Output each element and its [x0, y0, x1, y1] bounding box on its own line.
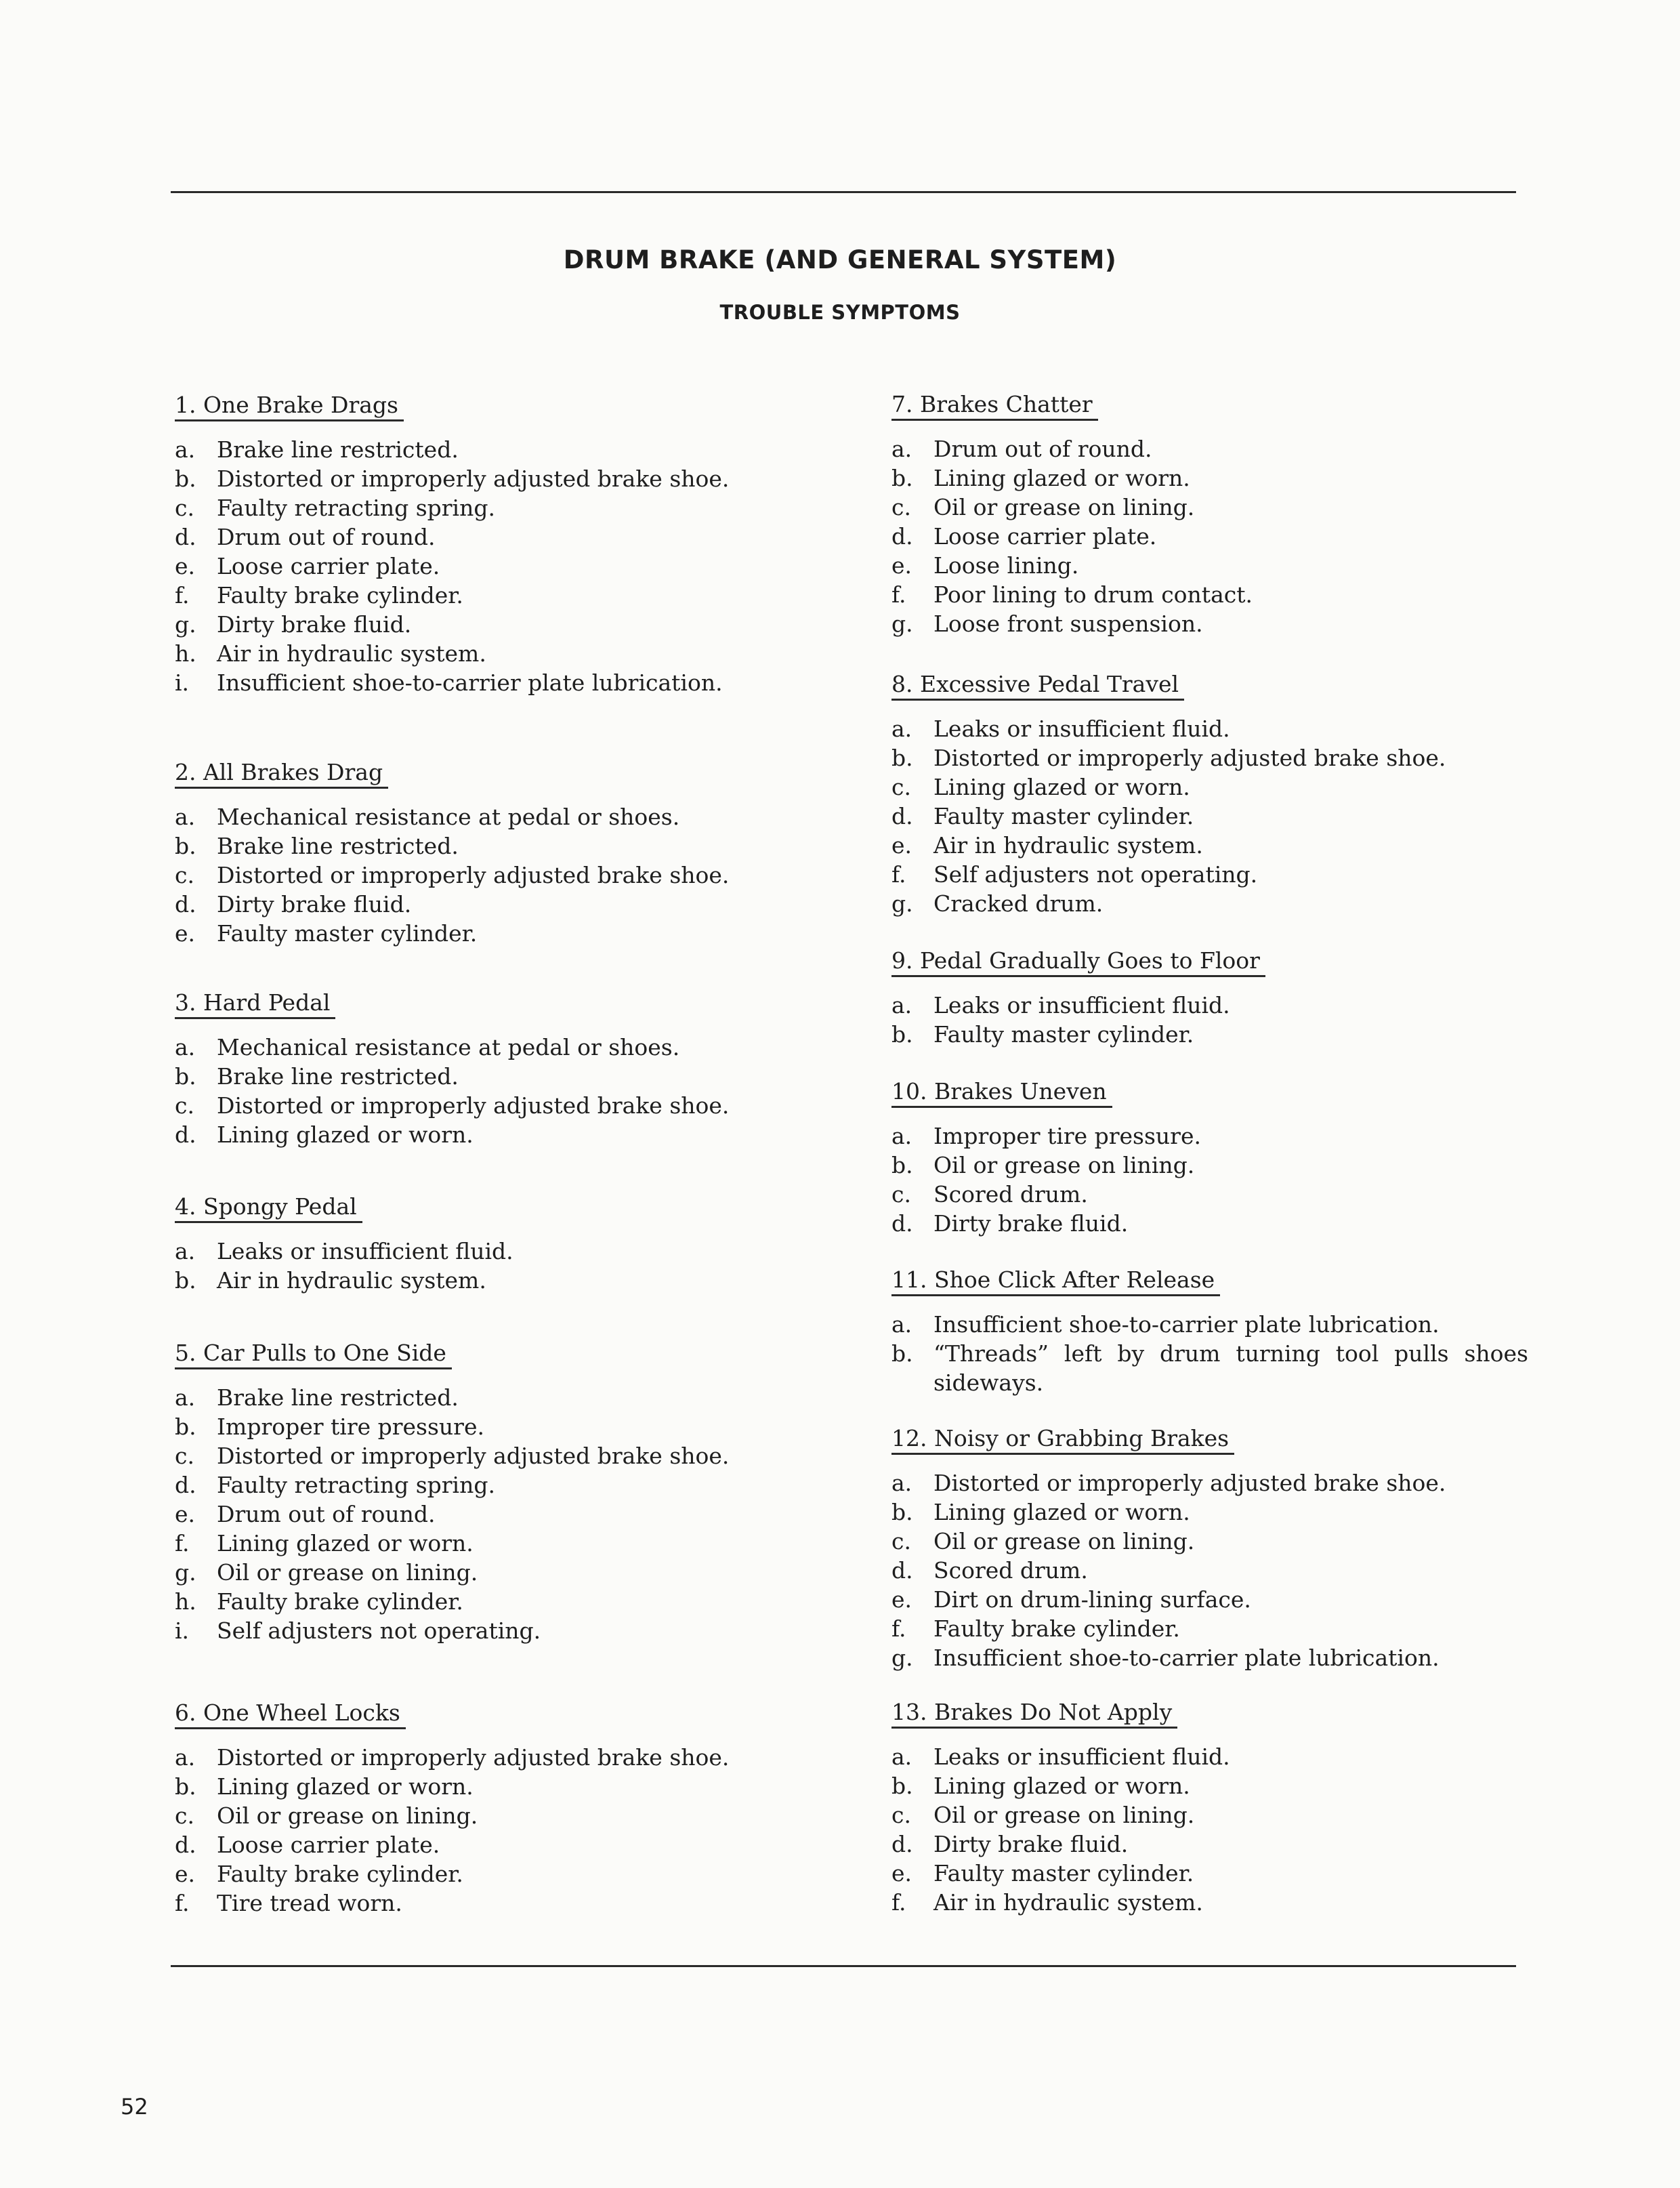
symptom-list: [175, 1743, 812, 1918]
section-heading: 1. One Brake Drags: [175, 390, 404, 421]
item-text: Distorted or improperly adjusted brake shoe.: [217, 862, 730, 888]
list-item: [175, 464, 812, 493]
item-text: Oil or grease on lining.: [933, 1152, 1195, 1178]
item-marker: d.: [891, 1210, 913, 1237]
item-text: Distorted or improperly adjusted brake shoe.: [217, 466, 730, 492]
item-marker: d.: [175, 891, 196, 917]
item-text: Leaks or insufficient fluid.: [217, 1238, 513, 1264]
item-marker: d.: [891, 803, 913, 829]
item-marker: a.: [175, 1238, 196, 1264]
item-marker: d.: [175, 524, 196, 550]
item-marker: d.: [891, 1557, 913, 1584]
section-heading: 11. Shoe Click After Release: [891, 1265, 1220, 1296]
item-marker: e.: [175, 1861, 196, 1887]
item-marker: a.: [891, 1470, 912, 1496]
section-car-pulls-to-one-side: [175, 1338, 812, 1645]
list-item: [891, 714, 1528, 743]
list-item: [175, 1091, 812, 1120]
item-marker: c.: [891, 1181, 911, 1207]
section-heading: 4. Spongy Pedal: [175, 1192, 362, 1223]
item-marker: a.: [175, 1384, 196, 1411]
item-marker: b.: [175, 833, 196, 859]
bottom-rule: [171, 1965, 1516, 1967]
section-heading: 7. Brakes Chatter: [891, 390, 1098, 421]
item-text: Self adjusters not operating.: [217, 1617, 541, 1644]
section-heading: 2. All Brakes Drag: [175, 758, 388, 789]
item-marker: c.: [891, 1802, 911, 1828]
list-item: [891, 802, 1528, 831]
section-heading: 6. One Wheel Locks: [175, 1698, 406, 1729]
item-text: Dirty brake fluid.: [217, 891, 412, 917]
item-marker: c.: [175, 1802, 194, 1829]
item-text: Distorted or improperly adjusted brake shoe.: [217, 1443, 730, 1469]
section-pedal-gradually-goes-to-floor: [891, 946, 1528, 1049]
symptom-list: [175, 1237, 812, 1295]
item-marker: i.: [175, 669, 190, 696]
item-text: Lining glazed or worn.: [933, 465, 1190, 491]
item-text: “Threads” left by drum turning tool pulls shoes sideways.: [933, 1340, 1528, 1396]
section-heading: 10. Brakes Uneven: [891, 1077, 1112, 1108]
item-text: Insufficient shoe-to-carrier plate lubrication.: [933, 1311, 1440, 1338]
list-item: [175, 1888, 812, 1918]
symptom-list: [891, 1742, 1528, 1917]
list-item: [891, 1310, 1528, 1339]
item-text: Lining glazed or worn.: [217, 1121, 474, 1148]
item-marker: h.: [175, 1588, 196, 1615]
item-marker: h.: [175, 640, 196, 667]
list-item: [175, 1412, 812, 1441]
item-text: Loose carrier plate.: [217, 1832, 440, 1858]
list-item: [175, 435, 812, 464]
list-item: [175, 890, 812, 919]
list-item: [891, 493, 1528, 522]
item-text: Faulty brake cylinder.: [217, 1588, 463, 1615]
item-text: Oil or grease on lining.: [217, 1559, 478, 1586]
item-text: Faulty master cylinder.: [933, 803, 1194, 829]
item-marker: a.: [891, 1743, 912, 1770]
list-item: [891, 1556, 1528, 1585]
list-item: [175, 1441, 812, 1470]
page-title: DRUM BRAKE (AND GENERAL SYSTEM): [563, 245, 1117, 274]
list-item: [891, 1830, 1528, 1859]
item-marker: b.: [891, 465, 913, 491]
list-item: [175, 1859, 812, 1888]
item-text: Leaks or insufficient fluid.: [933, 716, 1230, 742]
item-text: Dirt on drum-lining surface.: [933, 1586, 1251, 1613]
item-marker: b.: [175, 1773, 196, 1800]
list-item: [891, 860, 1528, 889]
list-item: [175, 1558, 812, 1587]
item-text: Faulty retracting spring.: [217, 1472, 495, 1498]
item-marker: c.: [891, 774, 911, 800]
list-item: [891, 1888, 1528, 1917]
item-marker: a.: [175, 436, 196, 463]
list-item: [175, 861, 812, 890]
item-marker: b.: [891, 1499, 913, 1525]
section-heading: 3. Hard Pedal: [175, 988, 335, 1019]
item-text: Faulty brake cylinder.: [217, 582, 463, 608]
item-text: Cracked drum.: [933, 890, 1104, 917]
item-marker: e.: [891, 1860, 912, 1886]
item-text: Faulty retracting spring.: [217, 495, 495, 521]
symptom-list: [891, 1121, 1528, 1238]
section-all-brakes-drag: [175, 758, 812, 948]
item-marker: e.: [175, 1501, 196, 1527]
list-item: [175, 802, 812, 831]
item-marker: b.: [175, 1413, 196, 1440]
item-text: Dirty brake fluid.: [933, 1831, 1129, 1857]
item-marker: f.: [891, 1615, 906, 1642]
list-item: [175, 1237, 812, 1266]
item-text: Oil or grease on lining.: [933, 1802, 1195, 1828]
section-brakes-chatter: [891, 390, 1528, 638]
item-text: Leaks or insufficient fluid.: [933, 1743, 1230, 1770]
list-item: [175, 581, 812, 610]
item-text: Brake line restricted.: [217, 436, 459, 463]
item-marker: b.: [175, 1267, 196, 1294]
item-text: Self adjusters not operating.: [933, 861, 1258, 888]
item-text: Loose lining.: [933, 552, 1079, 579]
item-marker: c.: [175, 1092, 194, 1119]
item-text: Lining glazed or worn.: [933, 1499, 1190, 1525]
item-marker: g.: [891, 1645, 913, 1671]
list-item: [891, 831, 1528, 860]
list-item: [891, 1614, 1528, 1643]
item-text: Faulty master cylinder.: [217, 920, 478, 947]
list-item: [891, 1121, 1528, 1151]
item-text: Faulty brake cylinder.: [933, 1615, 1180, 1642]
list-item: [175, 1470, 812, 1500]
item-text: Mechanical resistance at pedal or shoes.: [217, 804, 680, 830]
list-item: [891, 1468, 1528, 1498]
list-item: [891, 1020, 1528, 1049]
item-text: Lining glazed or worn.: [933, 1773, 1190, 1799]
item-text: Oil or grease on lining.: [933, 494, 1195, 520]
item-marker: d.: [891, 1831, 913, 1857]
list-item: [175, 1743, 812, 1772]
item-text: Drum out of round.: [217, 524, 436, 550]
item-marker: a.: [891, 436, 912, 462]
item-marker: f.: [175, 1890, 190, 1916]
list-item: [891, 1339, 1528, 1397]
list-item: [891, 551, 1528, 580]
item-text: Air in hydraulic system.: [933, 832, 1203, 859]
item-text: Loose carrier plate.: [933, 523, 1157, 550]
list-item: [175, 1062, 812, 1091]
item-text: Oil or grease on lining.: [933, 1528, 1195, 1554]
item-marker: e.: [891, 552, 912, 579]
top-rule: [171, 191, 1516, 193]
item-text: Improper tire pressure.: [933, 1123, 1201, 1149]
symptom-list: [175, 435, 812, 697]
item-text: Air in hydraulic system.: [217, 640, 486, 667]
list-item: [175, 610, 812, 639]
item-marker: e.: [175, 553, 196, 579]
list-item: [891, 743, 1528, 772]
item-text: Drum out of round.: [933, 436, 1152, 462]
item-marker: c.: [891, 494, 911, 520]
item-marker: f.: [175, 1530, 190, 1556]
item-text: Dirty brake fluid.: [933, 1210, 1129, 1237]
list-item: [175, 493, 812, 522]
item-text: Mechanical resistance at pedal or shoes.: [217, 1034, 680, 1060]
item-text: Tire tread worn.: [217, 1890, 402, 1916]
symptom-list: [891, 1310, 1528, 1397]
item-marker: c.: [175, 1443, 194, 1469]
list-item: [175, 552, 812, 581]
item-text: Faulty master cylinder.: [933, 1021, 1194, 1048]
list-item: [891, 1527, 1528, 1556]
page-subtitle: TROUBLE SYMPTOMS: [719, 301, 961, 324]
item-text: Loose front suspension.: [933, 611, 1203, 637]
list-item: [175, 919, 812, 948]
item-text: Scored drum.: [933, 1181, 1088, 1207]
list-item: [175, 1529, 812, 1558]
symptom-list: [175, 802, 812, 948]
item-marker: f.: [891, 581, 906, 608]
item-marker: d.: [175, 1832, 196, 1858]
symptom-list: [891, 991, 1528, 1049]
item-marker: b.: [175, 1063, 196, 1090]
list-item: [891, 772, 1528, 802]
section-noisy-or-grabbing-brakes: [891, 1424, 1528, 1672]
list-item: [891, 889, 1528, 918]
list-item: [891, 580, 1528, 609]
item-text: Brake line restricted.: [217, 1063, 459, 1090]
list-item: [175, 1383, 812, 1412]
list-item: [175, 1616, 812, 1645]
list-item: [891, 434, 1528, 463]
list-item: [891, 991, 1528, 1020]
list-item: [891, 1771, 1528, 1800]
symptom-list: [891, 714, 1528, 918]
item-text: Distorted or improperly adjusted brake shoe.: [217, 1744, 730, 1771]
list-item: [175, 1120, 812, 1149]
symptom-list: [175, 1383, 812, 1645]
section-heading: 5. Car Pulls to One Side: [175, 1338, 452, 1369]
item-marker: f.: [891, 861, 906, 888]
section-heading: 12. Noisy or Grabbing Brakes: [891, 1424, 1234, 1455]
item-marker: b.: [891, 1021, 913, 1048]
item-marker: b.: [891, 1773, 913, 1799]
item-marker: f.: [175, 582, 190, 608]
item-text: Insufficient shoe-to-carrier plate lubrication.: [933, 1645, 1440, 1671]
item-marker: a.: [175, 804, 196, 830]
item-marker: e.: [175, 920, 196, 947]
list-item: [175, 1830, 812, 1859]
list-item: [891, 1209, 1528, 1238]
item-marker: a.: [891, 716, 912, 742]
item-marker: g.: [175, 611, 196, 638]
item-text: Poor lining to drum contact.: [933, 581, 1253, 608]
section-one-wheel-locks: [175, 1698, 812, 1918]
item-marker: c.: [175, 862, 194, 888]
list-item: [175, 1587, 812, 1616]
item-text: Distorted or improperly adjusted brake shoe.: [217, 1092, 730, 1119]
item-text: Improper tire pressure.: [217, 1413, 484, 1440]
item-text: Brake line restricted.: [217, 1384, 459, 1411]
item-marker: f.: [891, 1889, 906, 1916]
section-brakes-do-not-apply: [891, 1697, 1528, 1917]
list-item: [891, 1643, 1528, 1672]
section-spongy-pedal: [175, 1192, 812, 1295]
list-item: [891, 522, 1528, 551]
item-text: Lining glazed or worn.: [217, 1773, 474, 1800]
section-one-brake-drags: [175, 390, 812, 697]
list-item: [175, 1266, 812, 1295]
section-heading: 13. Brakes Do Not Apply: [891, 1697, 1177, 1729]
section-heading: 9. Pedal Gradually Goes to Floor: [891, 946, 1265, 977]
item-text: Leaks or insufficient fluid.: [933, 992, 1230, 1018]
symptom-list: [891, 1468, 1528, 1672]
item-marker: a.: [891, 1123, 912, 1149]
list-item: [891, 1585, 1528, 1614]
symptom-list: [175, 1033, 812, 1149]
item-marker: c.: [175, 495, 194, 521]
list-item: [891, 1800, 1528, 1830]
item-text: Distorted or improperly adjusted brake shoe.: [933, 745, 1446, 771]
list-item: [891, 609, 1528, 638]
list-item: [175, 1772, 812, 1801]
item-text: Insufficient shoe-to-carrier plate lubrication.: [217, 669, 723, 696]
symptom-list: [891, 434, 1528, 638]
item-marker: a.: [175, 1744, 196, 1771]
list-item: [891, 463, 1528, 493]
item-marker: b.: [891, 1152, 913, 1178]
list-item: [175, 1033, 812, 1062]
list-item: [175, 1801, 812, 1830]
item-text: Faulty brake cylinder.: [217, 1861, 463, 1887]
item-marker: c.: [891, 1528, 911, 1554]
item-marker: b.: [891, 745, 913, 771]
item-marker: b.: [891, 1340, 913, 1367]
list-item: [175, 639, 812, 668]
item-text: Air in hydraulic system.: [217, 1267, 486, 1294]
item-text: Distorted or improperly adjusted brake shoe.: [933, 1470, 1446, 1496]
list-item: [891, 1742, 1528, 1771]
item-marker: a.: [891, 992, 912, 1018]
item-text: Loose carrier plate.: [217, 553, 440, 579]
list-item: [891, 1180, 1528, 1209]
item-text: Dirty brake fluid.: [217, 611, 412, 638]
section-hard-pedal: [175, 988, 812, 1149]
list-item: [891, 1859, 1528, 1888]
list-item: [175, 831, 812, 861]
list-item: [175, 668, 812, 697]
item-marker: d.: [891, 523, 913, 550]
item-text: Drum out of round.: [217, 1501, 436, 1527]
page-number: 52: [121, 2094, 148, 2120]
item-text: Lining glazed or worn.: [217, 1530, 474, 1556]
item-marker: a.: [175, 1034, 196, 1060]
item-marker: a.: [891, 1311, 912, 1338]
section-heading: 8. Excessive Pedal Travel: [891, 669, 1184, 701]
item-text: Oil or grease on lining.: [217, 1802, 478, 1829]
item-marker: g.: [891, 611, 913, 637]
item-marker: e.: [891, 832, 912, 859]
item-marker: i.: [175, 1617, 190, 1644]
item-marker: b.: [175, 466, 196, 492]
section-shoe-click-after-release: [891, 1265, 1528, 1397]
item-marker: g.: [175, 1559, 196, 1586]
item-text: Faulty master cylinder.: [933, 1860, 1194, 1886]
list-item: [175, 1500, 812, 1529]
item-text: Air in hydraulic system.: [933, 1889, 1203, 1916]
item-text: Brake line restricted.: [217, 833, 459, 859]
list-item: [891, 1498, 1528, 1527]
item-marker: g.: [891, 890, 913, 917]
section-excessive-pedal-travel: [891, 669, 1528, 918]
item-text: Scored drum.: [933, 1557, 1088, 1584]
item-marker: d.: [175, 1472, 196, 1498]
item-marker: e.: [891, 1586, 912, 1613]
list-item: [175, 522, 812, 552]
item-marker: d.: [175, 1121, 196, 1148]
list-item: [891, 1151, 1528, 1180]
section-brakes-uneven: [891, 1077, 1528, 1238]
item-text: Lining glazed or worn.: [933, 774, 1190, 800]
